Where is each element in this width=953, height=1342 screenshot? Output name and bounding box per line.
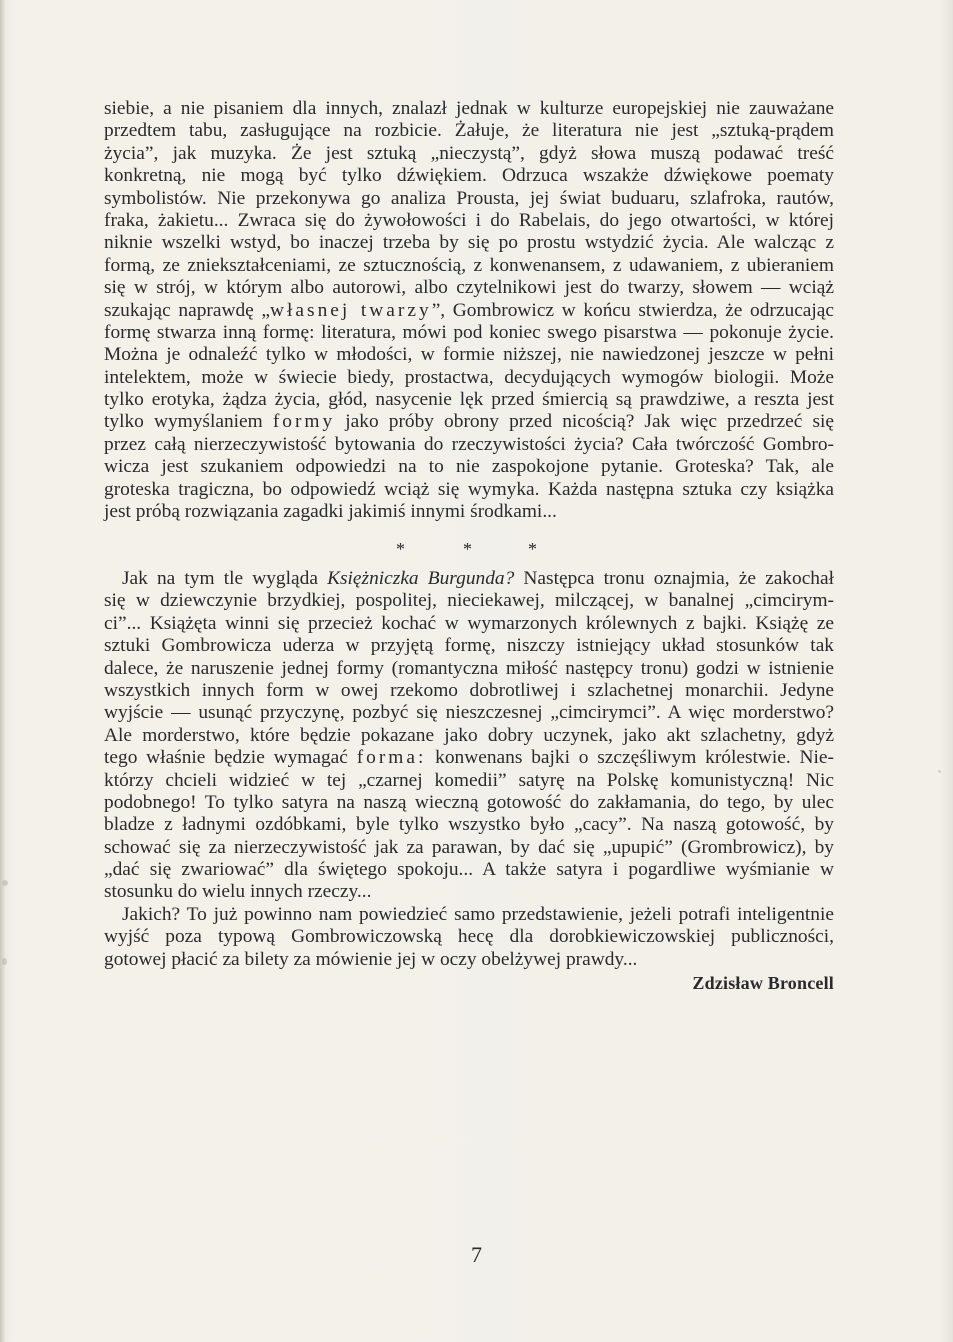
divider-star: *: [396, 539, 405, 559]
text-line: wyjście — usunąć przyczynę, pozbyć się nieszczesnej „cimcirymci”. A więc morderstwo?: [104, 702, 834, 724]
text-line: podobnego! To tylko satyra na naszą wieczną gotowość do zakłamania, do tego, by ulec: [104, 791, 834, 813]
text-line: schować się za nierzeczywistość jak za parawan, by dać się „upupić” (Grombrowicz), by: [104, 836, 834, 858]
text-line: wyjść poza typową Gombrowiczowską hecę dla dorobkiewiczowskiej publiczności,: [104, 926, 834, 948]
text-line: bladze z ładnymi ozdóbkami, byle tylko wszystko było „cacy”. Na naszą gotowość, by: [104, 814, 834, 836]
text-line: ci”... Książęta winni się przecież kochać w wymarzonych królewnych z bajki. Książę ze: [104, 612, 834, 634]
text-line: fraka, żakietu... Zwraca się do żywołowości i do Rabelais, do jego otwartości, w której: [104, 209, 834, 231]
divider-star: *: [528, 539, 537, 559]
scan-mark: [2, 958, 7, 965]
spaced-emphasis: forma:: [356, 747, 427, 769]
line-part: tylko wymyślaniem: [104, 411, 273, 433]
article-body-part2: [104, 568, 834, 971]
section-divider: [104, 539, 834, 559]
text-line: Ale morderstwo, które będzie pokazane jako dobry uczynek, jako akt szlachetny, gdyż: [104, 724, 834, 746]
text-line: gotowej płacić za bilety za mówienie jej w oczy obelżywej prawdy...: [104, 948, 638, 970]
text-line: symbolistów. Nie przekonywa go analiza Prousta, jej świat buduaru, szlafroka, rautów,: [104, 187, 834, 209]
line-part: jako próby obrony przed nicością? Jak więc przedrzeć się: [335, 411, 834, 433]
text-line: sztuki Gombrowicza uderza w przyjętą formę, niszczy istniejący układ stosunków tak: [104, 635, 834, 657]
author-signature: Zdzisław Broncell: [692, 973, 834, 993]
text-line: dalece, że naruszenie jednej formy (romantyczna miłość następcy tronu) godzi w istnienie: [104, 657, 834, 679]
text-line: się w dziewczynie brzydkiej, pospolitej, nieciekawej, milczącej, w banalnej „cimcirym-: [104, 590, 834, 612]
text-line: przedtem tabu, zasługujące na rozbicie. Żałuje, że literatura nie jest „sztuką-prądem: [104, 120, 834, 142]
text-line-spaced: [104, 411, 834, 433]
text-line-spaced: [104, 300, 834, 322]
text-line: intelektem, może w świecie biedy, prostactwa, decydujących wymogów biologii. Może: [104, 366, 834, 388]
line-part: ”, Gombrowicz w końcu stwierdza, że odrzucając: [431, 299, 835, 321]
line-part: tego właśnie będzie wymagać: [104, 747, 357, 769]
text-line-spaced: [104, 747, 834, 769]
text-line: formę stwarza inną formę: literatura, mówi pod koniec swego pisarstwa — pokonuje życie.: [104, 321, 834, 343]
line-part: konwenans bajki o szczęśliwym królestwie. Nie-: [426, 747, 834, 769]
text-line: się w strój, w którym albo autorowi, albo czytelnikowi jest do twarzy, słowem — wciąż: [104, 277, 834, 299]
line-part: Jak na tym tle wygląda: [122, 568, 328, 589]
divider-star: *: [463, 539, 472, 559]
text-line: wszystkich innych form w owej rzekomo dobrotliwej i szlachetnej monarchii. Jedyne: [104, 679, 834, 701]
text-line: którzy chcieli widzieć w tej „czarnej komedii” satyrę na Polskę komunistyczną! Nic: [104, 769, 834, 791]
spaced-emphasis: formy: [272, 411, 336, 433]
text-line: niknie wszelki wstyd, bo inaczej trzeba by się po prostu wstydzić życia. Ale walcząc z: [104, 232, 834, 254]
text-line: stosunku do wielu innych rzeczy...: [104, 881, 372, 903]
text-line: Jakich? To już powinno nam powiedzieć samo przedstawienie, jeżeli potrafi inteligentnie: [122, 903, 834, 925]
play-title: Księżniczka Burgunda?: [327, 568, 515, 589]
line-part: szukając naprawdę „: [104, 299, 271, 321]
line-part: Następca tronu oznajmia, że zakochał: [514, 568, 834, 589]
text-line: życia”, jak muzyka. Że jest sztuką „nieczystą”, gdyż słowa muszą podawać treść: [104, 142, 834, 164]
scan-mark: [2, 880, 8, 886]
scan-mark: [938, 770, 941, 773]
text-line: Można je odnaleźć tylko w młodości, w formie niższej, nie nawiedzonej jeszcze w pełni: [104, 344, 834, 366]
binding-edge: [0, 0, 5, 1342]
text-line: „dać się zwariować” dla świętego spokoju... A także satyra i pogardliwe wyśmianie w: [104, 859, 834, 881]
page-number: 7: [471, 1242, 482, 1267]
text-line: konkretną, nie mogą być tylko dźwiękiem. Odrzuca wszakże dźwiękowe poematy: [104, 165, 834, 187]
text-line: formą, ze zniekształceniami, ze sztucznością, z konwenansem, z udawaniem, z ubieraniem: [104, 254, 834, 276]
text-line: jest próbą rozwiązania zagadki jakimiś innymi środkami...: [104, 501, 557, 523]
text-line-italic: [104, 568, 834, 590]
text-line: wicza jest szukaniem odpowiedzi na to nie zaspokojone pytanie. Groteska? Tak, ale: [104, 456, 834, 478]
text-line: groteska tragiczna, bo odpowiedź wciąż się wymyka. Każda następna sztuka czy książka: [104, 478, 834, 500]
article-body: [104, 98, 834, 523]
text-line: siebie, a nie pisaniem dla innych, znalazł jednak w kulturze europejskiej nie zauważane: [104, 98, 834, 119]
spaced-emphasis: własnej twarzy: [270, 299, 432, 321]
text-line: przez całą nierzeczywistość bytowania do rzeczywistości życia? Cała twórczość Gombro-: [104, 433, 834, 455]
text-line: tylko erotyka, żądza życia, głód, nasycenie lęk przed śmiercią są prawdziwe, a reszta jest: [104, 389, 834, 411]
